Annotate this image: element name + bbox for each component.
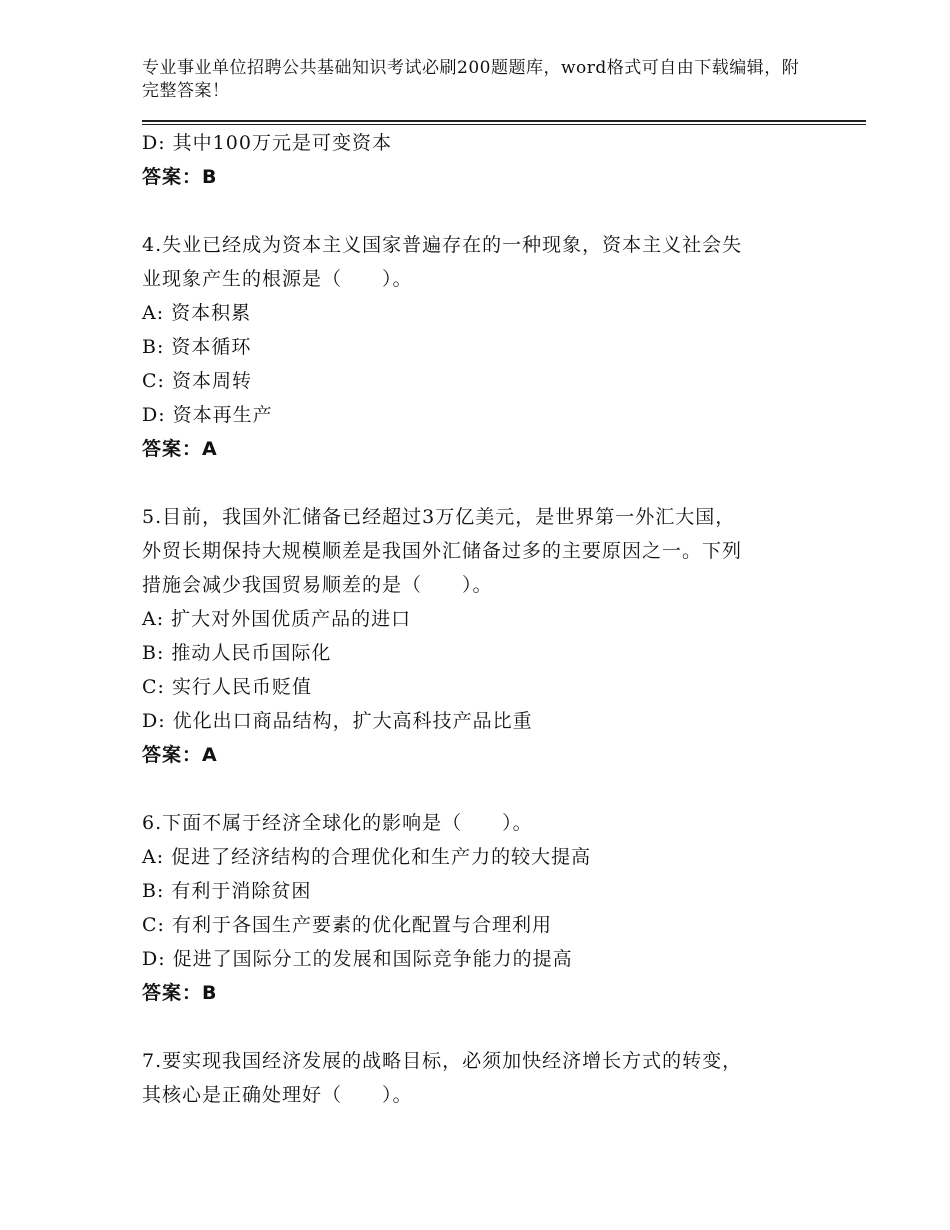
- spacer: [142, 194, 822, 228]
- question-line: D: 资本再生产: [142, 404, 273, 426]
- question-line: 7.要实现我国经济发展的战略目标，必须加快经济增长方式的转变，: [142, 1050, 743, 1072]
- answer-line: 答案：A: [142, 438, 218, 460]
- spacer: [142, 466, 822, 500]
- answer-line: 答案：A: [142, 744, 218, 766]
- answer-line: 答案：B: [142, 982, 218, 1004]
- question-line: 6.下面不属于经济全球化的影响是（ ）。: [142, 812, 533, 834]
- question-line: B: 有利于消除贫困: [142, 880, 312, 902]
- question-line: 4.失业已经成为资本主义国家普遍存在的一种现象，资本主义社会失: [142, 234, 743, 256]
- question-content: [142, 126, 822, 1112]
- question-line: C: 实行人民币贬值: [142, 676, 312, 698]
- document-header: 专业事业单位招聘公共基础知识考试必刷200题题库，word格式可自由下载编辑，附完整答案！: [142, 58, 800, 101]
- question-line: B: 推动人民币国际化: [142, 642, 332, 664]
- spacer: [142, 772, 822, 806]
- question-line: B: 资本循环: [142, 336, 252, 358]
- question-line: A: 促进了经济结构的合理优化和生产力的较大提高: [142, 846, 592, 868]
- header-rule-thin: [142, 124, 866, 125]
- question-line: C: 资本周转: [142, 370, 252, 392]
- question-line: D: 促进了国际分工的发展和国际竞争能力的提高: [142, 948, 573, 970]
- question-line: C: 有利于各国生产要素的优化配置与合理利用: [142, 914, 552, 936]
- question-line: 外贸长期保持大规模顺差是我国外汇储备过多的主要原因之一。下列: [142, 540, 743, 562]
- question-line: 5.目前，我国外汇储备已经超过3万亿美元，是世界第一外汇大国，: [142, 506, 736, 528]
- question-line: A: 资本积累: [142, 302, 252, 324]
- question-line: A: 扩大对外国优质产品的进口: [142, 608, 412, 630]
- question-line: D: 优化出口商品结构，扩大高科技产品比重: [142, 710, 533, 732]
- header-rule: [142, 120, 866, 122]
- question-line: 业现象产生的根源是（ ）。: [142, 268, 413, 290]
- question-line: D: 其中100万元是可变资本: [142, 132, 392, 154]
- spacer: [142, 1010, 822, 1044]
- question-line: 其核心是正确处理好（ ）。: [142, 1084, 413, 1106]
- question-line: 措施会减少我国贸易顺差的是（ ）。: [142, 574, 493, 596]
- answer-line: 答案：B: [142, 166, 218, 188]
